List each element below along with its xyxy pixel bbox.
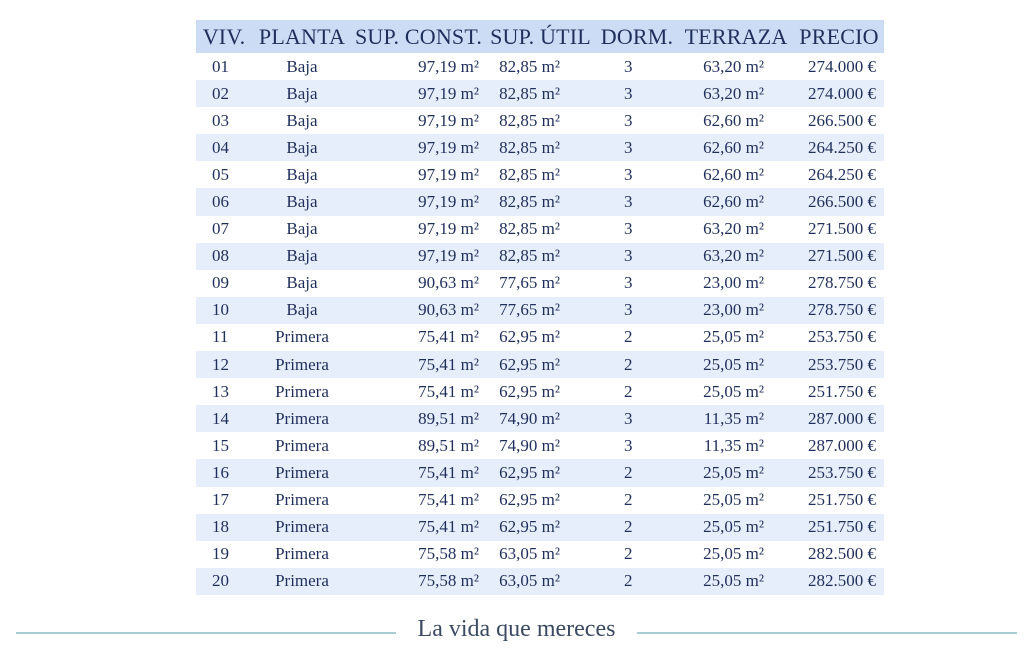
cell-dorm: 2 bbox=[596, 568, 678, 595]
cell-planta: Baja bbox=[252, 80, 352, 107]
cell-precio: 274.000 € bbox=[808, 56, 876, 76]
cell-planta: Primera bbox=[275, 490, 329, 510]
header-sup-util: SUP. ÚTIL bbox=[485, 20, 596, 53]
header-terraza: TERRAZA bbox=[678, 20, 794, 53]
cell-precio: 287.000 € bbox=[808, 435, 876, 455]
cell-precio: 251.750 € bbox=[808, 490, 876, 510]
cell-sup-util: 82,85 m² bbox=[485, 188, 596, 215]
cell-dorm: 3 bbox=[596, 80, 678, 107]
table-body bbox=[196, 53, 884, 595]
cell-planta: Baja bbox=[252, 297, 352, 324]
cell-terraza: 62,60 m² bbox=[703, 110, 764, 130]
cell-dorm: 3 bbox=[596, 405, 678, 432]
header-viv: VIV. bbox=[196, 20, 252, 53]
cell-viv: 17 bbox=[212, 490, 229, 510]
cell-sup-const: 75,58 m² bbox=[418, 544, 479, 564]
cell-precio: 253.750 € bbox=[794, 459, 884, 486]
cell-terraza: 63,20 m² bbox=[703, 56, 764, 76]
header-sup-const: SUP. CONST. bbox=[352, 20, 485, 53]
cell-precio: 278.750 € bbox=[794, 297, 884, 324]
cell-terraza: 11,35 m² bbox=[703, 435, 764, 455]
cell-sup-const: 97,19 m² bbox=[352, 243, 485, 270]
cell-dorm: 3 bbox=[624, 56, 633, 76]
table-row bbox=[196, 405, 884, 432]
table-row bbox=[196, 188, 884, 215]
table-row bbox=[196, 297, 884, 324]
cell-dorm: 3 bbox=[596, 188, 678, 215]
cell-sup-util: 62,95 m² bbox=[499, 490, 560, 510]
cell-precio: 251.750 € bbox=[794, 514, 884, 541]
cell-viv: 15 bbox=[212, 435, 229, 455]
cell-viv: 04 bbox=[196, 134, 252, 161]
cell-dorm: 2 bbox=[624, 490, 633, 510]
cell-viv: 09 bbox=[212, 273, 229, 293]
cell-planta: Baja bbox=[286, 164, 318, 184]
cell-sup-const: 97,19 m² bbox=[352, 134, 485, 161]
cell-sup-util: 74,90 m² bbox=[485, 405, 596, 432]
footer bbox=[0, 612, 1035, 650]
cell-precio: 264.250 € bbox=[794, 134, 884, 161]
cell-terraza: 25,05 m² bbox=[703, 327, 764, 347]
cell-terraza: 25,05 m² bbox=[678, 351, 794, 378]
table-row bbox=[196, 541, 884, 568]
cell-planta: Primera bbox=[252, 459, 352, 486]
cell-planta: Primera bbox=[252, 351, 352, 378]
header-planta: PLANTA bbox=[252, 20, 352, 53]
cell-terraza: 63,20 m² bbox=[703, 219, 764, 239]
table-row bbox=[196, 134, 884, 161]
cell-precio: 278.750 € bbox=[808, 273, 876, 293]
cell-viv: 12 bbox=[196, 351, 252, 378]
cell-terraza: 25,05 m² bbox=[678, 514, 794, 541]
table-row bbox=[196, 270, 884, 297]
cell-sup-util: 62,95 m² bbox=[485, 459, 596, 486]
cell-precio: 287.000 € bbox=[794, 405, 884, 432]
table-row bbox=[196, 243, 884, 270]
cell-sup-const: 97,19 m² bbox=[352, 188, 485, 215]
cell-terraza: 25,05 m² bbox=[678, 459, 794, 486]
cell-viv: 10 bbox=[196, 297, 252, 324]
cell-precio: 253.750 € bbox=[808, 327, 876, 347]
cell-sup-util: 62,95 m² bbox=[499, 327, 560, 347]
cell-sup-util: 82,85 m² bbox=[485, 243, 596, 270]
cell-sup-util: 82,85 m² bbox=[499, 110, 560, 130]
cell-planta: Primera bbox=[252, 405, 352, 432]
table-row bbox=[196, 161, 884, 188]
cell-sup-util: 63,05 m² bbox=[499, 544, 560, 564]
cell-sup-const: 89,51 m² bbox=[418, 435, 479, 455]
cell-sup-const: 75,41 m² bbox=[418, 381, 479, 401]
cell-viv: 07 bbox=[212, 219, 229, 239]
cell-planta: Primera bbox=[275, 381, 329, 401]
cell-viv: 18 bbox=[196, 514, 252, 541]
header-row bbox=[196, 20, 884, 53]
cell-sup-util: 82,85 m² bbox=[485, 134, 596, 161]
cell-dorm: 3 bbox=[596, 134, 678, 161]
footer-rule-left bbox=[16, 632, 396, 634]
table-row bbox=[196, 53, 884, 80]
cell-sup-util: 77,65 m² bbox=[485, 297, 596, 324]
table-row bbox=[196, 487, 884, 514]
cell-precio: 251.750 € bbox=[808, 381, 876, 401]
table-header bbox=[196, 20, 884, 53]
cell-terraza: 25,05 m² bbox=[703, 544, 764, 564]
cell-precio: 282.500 € bbox=[794, 568, 884, 595]
cell-precio: 282.500 € bbox=[808, 544, 876, 564]
cell-viv: 03 bbox=[212, 110, 229, 130]
cell-terraza: 25,05 m² bbox=[678, 568, 794, 595]
cell-sup-const: 75,41 m² bbox=[418, 327, 479, 347]
cell-sup-util: 82,85 m² bbox=[499, 56, 560, 76]
cell-terraza: 62,60 m² bbox=[703, 164, 764, 184]
price-table bbox=[196, 20, 884, 595]
cell-planta: Primera bbox=[252, 568, 352, 595]
cell-viv: 13 bbox=[212, 381, 229, 401]
cell-dorm: 3 bbox=[624, 219, 633, 239]
table-row bbox=[196, 432, 884, 459]
cell-dorm: 3 bbox=[624, 164, 633, 184]
cell-sup-util: 82,85 m² bbox=[499, 219, 560, 239]
cell-viv: 19 bbox=[212, 544, 229, 564]
cell-precio: 266.500 € bbox=[794, 188, 884, 215]
cell-precio: 271.500 € bbox=[808, 219, 876, 239]
cell-terraza: 25,05 m² bbox=[703, 490, 764, 510]
cell-dorm: 2 bbox=[624, 381, 633, 401]
cell-sup-util: 77,65 m² bbox=[499, 273, 560, 293]
footer-rule-right bbox=[637, 632, 1017, 634]
cell-planta: Baja bbox=[286, 110, 318, 130]
cell-dorm: 2 bbox=[596, 514, 678, 541]
cell-terraza: 62,60 m² bbox=[678, 188, 794, 215]
cell-sup-const: 90,63 m² bbox=[352, 297, 485, 324]
cell-sup-const: 75,41 m² bbox=[352, 351, 485, 378]
cell-sup-const: 89,51 m² bbox=[352, 405, 485, 432]
cell-dorm: 3 bbox=[596, 297, 678, 324]
table-row bbox=[196, 324, 884, 351]
cell-sup-util: 82,85 m² bbox=[499, 164, 560, 184]
cell-sup-util: 62,95 m² bbox=[485, 514, 596, 541]
cell-terraza: 62,60 m² bbox=[678, 134, 794, 161]
cell-viv: 20 bbox=[196, 568, 252, 595]
cell-sup-const: 75,58 m² bbox=[352, 568, 485, 595]
table-row bbox=[196, 80, 884, 107]
cell-viv: 06 bbox=[196, 188, 252, 215]
cell-dorm: 2 bbox=[596, 351, 678, 378]
footer-tagline: La vida que mereces bbox=[417, 616, 616, 642]
cell-planta: Baja bbox=[286, 56, 318, 76]
cell-sup-const: 75,41 m² bbox=[352, 514, 485, 541]
cell-viv: 01 bbox=[212, 56, 229, 76]
cell-precio: 266.500 € bbox=[808, 110, 876, 130]
cell-planta: Baja bbox=[286, 273, 318, 293]
cell-terraza: 63,20 m² bbox=[678, 243, 794, 270]
cell-dorm: 2 bbox=[624, 327, 633, 347]
cell-sup-util: 82,85 m² bbox=[485, 80, 596, 107]
cell-viv: 14 bbox=[196, 405, 252, 432]
cell-sup-const: 97,19 m² bbox=[418, 56, 479, 76]
cell-viv: 16 bbox=[196, 459, 252, 486]
table-row bbox=[196, 351, 884, 378]
cell-dorm: 3 bbox=[624, 273, 633, 293]
cell-terraza: 25,05 m² bbox=[703, 381, 764, 401]
cell-viv: 05 bbox=[212, 164, 229, 184]
cell-precio: 264.250 € bbox=[808, 164, 876, 184]
table-row bbox=[196, 514, 884, 541]
cell-sup-const: 97,19 m² bbox=[418, 219, 479, 239]
cell-planta: Primera bbox=[275, 544, 329, 564]
table-row bbox=[196, 216, 884, 243]
cell-planta: Baja bbox=[286, 219, 318, 239]
cell-viv: 11 bbox=[212, 327, 229, 347]
cell-precio: 271.500 € bbox=[794, 243, 884, 270]
cell-planta: Primera bbox=[275, 435, 329, 455]
cell-terraza: 11,35 m² bbox=[678, 405, 794, 432]
cell-planta: Baja bbox=[252, 188, 352, 215]
cell-planta: Baja bbox=[252, 134, 352, 161]
cell-dorm: 3 bbox=[624, 110, 633, 130]
cell-sup-const: 75,41 m² bbox=[418, 490, 479, 510]
table-row bbox=[196, 107, 884, 134]
cell-planta: Primera bbox=[275, 327, 329, 347]
cell-sup-const: 75,41 m² bbox=[352, 459, 485, 486]
cell-terraza: 23,00 m² bbox=[703, 273, 764, 293]
cell-sup-util: 63,05 m² bbox=[485, 568, 596, 595]
cell-dorm: 3 bbox=[596, 243, 678, 270]
cell-sup-const: 90,63 m² bbox=[418, 273, 479, 293]
cell-dorm: 3 bbox=[624, 435, 633, 455]
cell-sup-const: 97,19 m² bbox=[418, 110, 479, 130]
table-row bbox=[196, 459, 884, 486]
cell-planta: Primera bbox=[252, 514, 352, 541]
cell-dorm: 2 bbox=[596, 459, 678, 486]
cell-sup-const: 97,19 m² bbox=[418, 164, 479, 184]
cell-sup-util: 62,95 m² bbox=[499, 381, 560, 401]
header-dorm: DORM. bbox=[596, 20, 678, 53]
cell-terraza: 63,20 m² bbox=[678, 80, 794, 107]
cell-dorm: 2 bbox=[624, 544, 633, 564]
cell-sup-const: 97,19 m² bbox=[352, 80, 485, 107]
table-row bbox=[196, 378, 884, 405]
cell-precio: 253.750 € bbox=[794, 351, 884, 378]
price-table-container bbox=[196, 20, 884, 595]
cell-sup-util: 62,95 m² bbox=[485, 351, 596, 378]
cell-terraza: 23,00 m² bbox=[678, 297, 794, 324]
cell-sup-util: 74,90 m² bbox=[499, 435, 560, 455]
cell-viv: 08 bbox=[196, 243, 252, 270]
cell-precio: 274.000 € bbox=[794, 80, 884, 107]
cell-viv: 02 bbox=[196, 80, 252, 107]
header-precio: PRECIO bbox=[794, 20, 884, 53]
cell-planta: Baja bbox=[252, 243, 352, 270]
table-row bbox=[196, 568, 884, 595]
